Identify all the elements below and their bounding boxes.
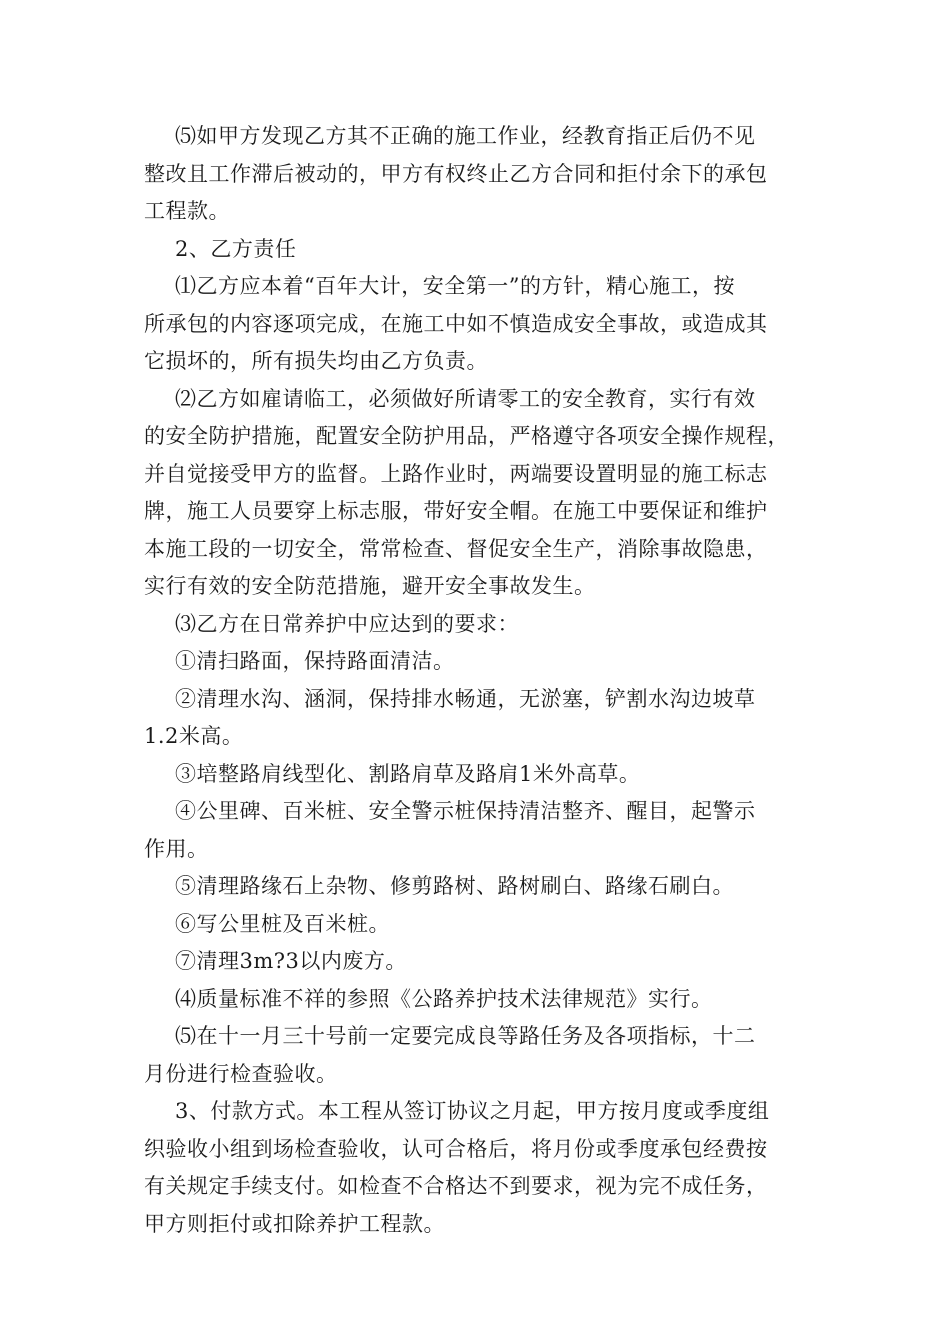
text-line: 有关规定手续支付。如检查不合格达不到要求，视为完不成任务， [144, 1174, 768, 1198]
text-line: 的安全防护措施，配置安全防护用品，严格遵守各项安全操作规程， [144, 424, 789, 448]
text-line: 1.2米高。 [144, 724, 244, 748]
text-line: ⑷质量标准不祥的参照《公路养护技术法律规范》实行。 [175, 986, 713, 1011]
text-line: 甲方则拒付或扣除养护工程款。 [144, 1211, 445, 1236]
text-line: ⑶乙方在日常养护中应达到的要求： [175, 611, 519, 636]
text-line: ⑴乙方应本着“百年大计，安全第一”的方针，精心施工，按 [175, 274, 735, 298]
text-line: 实行有效的安全防范措施，避开安全事故发生。 [144, 574, 596, 598]
text-line: ⑤清理路缘石上杂物、修剪路树、路树刷白、路缘石刷白。 [175, 874, 734, 898]
text-line: ⑦清理3m?3以内废方。 [175, 949, 407, 973]
text-line: 织验收小组到场检查验收，认可合格后，将月份或季度承包经费按 [144, 1136, 768, 1161]
text-line: ②清理水沟、涵洞，保持排水畅通，无淤塞，铲割水沟边坡草 [175, 686, 756, 711]
text-line: ⑸如甲方发现乙方其不正确的施工作业，经教育指正后仍不见 [175, 124, 756, 148]
text-line: 它损坏的，所有损失均由乙方负责。 [144, 349, 488, 373]
text-line: 工程款。 [144, 199, 230, 223]
text-line: 本施工段的一切安全，常常检查、督促安全生产，消除事故隐患， [144, 536, 768, 561]
text-line: ⑸在十一月三十号前一定要完成良等路任务及各项指标，十二 [175, 1024, 756, 1048]
text-line: ③培整路肩线型化、割路肩草及路肩1米外高草。 [175, 761, 641, 786]
text-line: 并自觉接受甲方的监督。上路作业时，两端要设置明显的施工标志 [144, 461, 768, 486]
text-line: 3、付款方式。本工程从签订协议之月起，甲方按月度或季度组 [175, 1099, 770, 1123]
text-line: ⑵乙方如雇请临工，必须做好所请零工的安全教育，实行有效 [175, 386, 756, 411]
text-line: 作用。 [144, 836, 209, 861]
text-line: 所承包的内容逐项完成，在施工中如不慎造成安全事故，或造成其 [144, 311, 768, 336]
text-line: ⑥写公里桩及百米桩。 [175, 911, 390, 936]
text-line: 牌，施工人员要穿上标志服，带好安全帽。在施工中要保证和维护 [144, 499, 768, 523]
text-line: ④公里碑、百米桩、安全警示桩保持清洁整齐、醒目，起警示 [175, 799, 756, 823]
text-line: ①清扫路面，保持路面清洁。 [175, 649, 455, 673]
text-line: 整改且工作滞后被动的，甲方有权终止乙方合同和拒付余下的承包 [144, 161, 768, 186]
text-line: 2、乙方责任 [175, 236, 297, 261]
text-line: 月份进行检查验收。 [144, 1061, 338, 1086]
document-body [144, 118, 814, 1243]
